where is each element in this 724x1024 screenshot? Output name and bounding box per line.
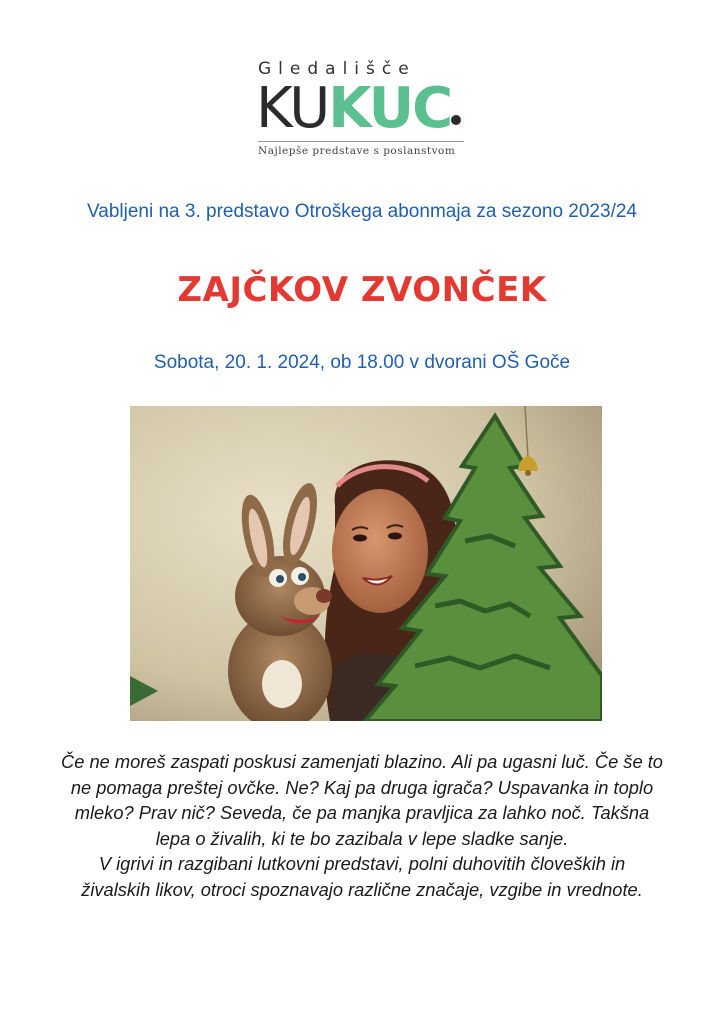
puppet-show-photo [130,406,602,721]
invitation-text: Vabljeni na 3. predstavo Otroškega abonmaja za sezono 2023/24 [87,201,637,222]
description-line: lepa o živalih, ki te bo zazibala v lepe sladke sanje. [155,827,569,849]
description-line: Če ne moreš zaspati poskusi zamenjati blazino. Ali pa ugasni luč. Če še to [61,751,663,772]
logo-divider [258,141,464,142]
logo-kuc: KUC [328,76,452,141]
logo-top-text: Gledališče [258,59,416,79]
show-description [60,749,664,903]
theatre-logo [250,55,470,165]
description-line: V igrivi in razgibani lutkovni predstavi, polni duhovitih človeških in [98,853,626,875]
description-line: živalskih likov, otroci spoznavajo različne značaje, vzgibe in vrednote. [81,878,643,900]
logo-ku: KU [256,76,329,141]
logo-wordmark [256,76,452,141]
description-line: ne pomaga preštej ovčke. Ne? Kaj pa druga igrača? Uspavanka in toplo [70,776,654,798]
show-title: ZAJČKOV ZVONČEK [177,270,547,310]
show-date: Sobota, 20. 1. 2024, ob 18.00 v dvorani OŠ Goče [153,352,571,373]
description-line: mleko? Prav nič? Seveda, če pa manjka pravljica za lahko noč. Takšna [74,802,650,824]
logo-dot-icon [451,115,461,125]
logo-tagline: Najlepše predstave s poslanstvom [258,145,456,157]
